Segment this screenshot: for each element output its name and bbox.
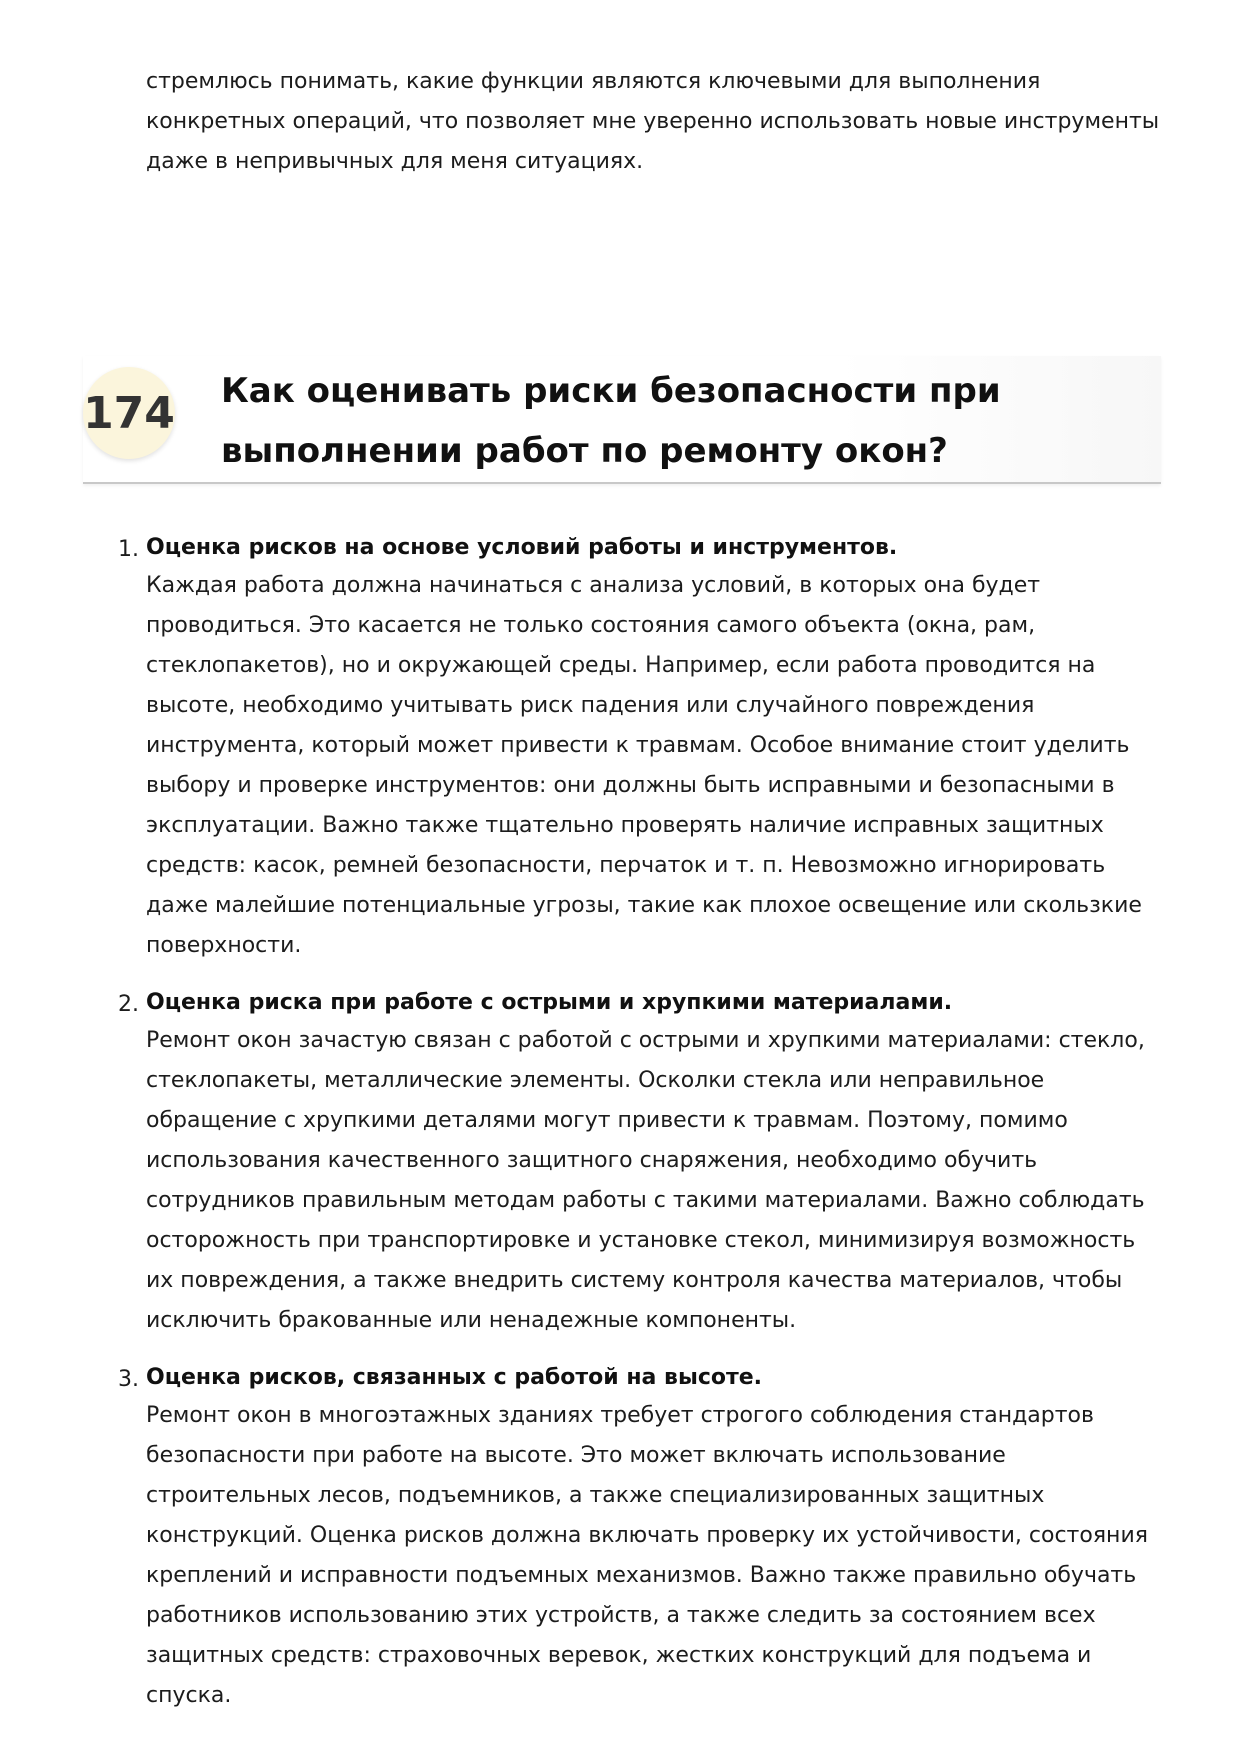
list-item-title: Оценка риска при работе с острыми и хрупкими материалами. (146, 990, 953, 1015)
list-item-body: Ремонт окон зачастую связан с работой с острыми и хрупкими материалами: стекло, стеклопакеты, металлические элементы. Осколки стекла или неправильное обращение с хрупкими деталями могут привести к травмам. Поэтому, помимо использования качественного защитного снаряжения, необходимо обучить сотрудников правильным методам работы с такими материалами. Важно соблюдать осторожность при транспортировке и установке стекол, минимизируя возможность их повреждения, а также внедрить систему контроля качества материалов, чтобы исключить бракованные или ненадежные компоненты. (146, 1028, 1145, 1333)
list-item (118, 1360, 1166, 1716)
list-item-body: Ремонт окон в многоэтажных зданиях требует строгого соблюдения стандартов безопасности при работе на высоте. Это может включать использование строительных лесов, подъемников, а также специализированных защитных конструкций. Оценка рисков должна включать проверку их устойчивости, состояния креплений и исправности подъемных механизмов. Важно также правильно обучать работников использованию этих устройств, а также следить за состоянием всех защитных средств: страховочных веревок, жестких конструкций для подъема и спуска. (146, 1403, 1148, 1708)
list-item (118, 985, 1166, 1341)
list-item-title: Оценка рисков на основе условий работы и инструментов. (146, 535, 898, 560)
section-number-badge: 174 (83, 367, 175, 459)
list-item-number: 2. (118, 992, 139, 1017)
section-header (83, 356, 1161, 484)
list-item (118, 530, 1166, 966)
list-item-number: 1. (118, 537, 139, 562)
list-item-body: Каждая работа должна начинаться с анализа условий, в которых она будет проводиться. Это касается не только состояния самого объекта (окна, рам, стеклопакетов), но и окружающей среды. Например, если работа проводится на высоте, необходимо учитывать риск падения или случайного повреждения инструмента, который может привести к травмам. Особое внимание стоит уделить выбору и проверке инструментов: они должны быть исправными и безопасными в эксплуатации. Важно также тщательно проверять наличие исправных защитных средств: касок, ремней безопасности, перчаток и т. п. Невозможно игнорировать даже малейшие потенциальные угрозы, такие как плохое освещение или скользкие поверхности. (146, 573, 1142, 958)
list-item-title: Оценка рисков, связанных с работой на высоте. (146, 1365, 763, 1390)
intro-paragraph: стремлюсь понимать, какие функции являются ключевыми для выполнения конкретных операций, что позволяет мне уверенно использовать новые инструменты даже в непривычных для меня ситуациях. (146, 69, 1160, 174)
risk-list (118, 530, 1166, 1735)
section-title: Как оценивать риски безопасности при выполнении работ по ремонту окон? (221, 371, 1001, 471)
list-item-number: 3. (118, 1367, 139, 1392)
